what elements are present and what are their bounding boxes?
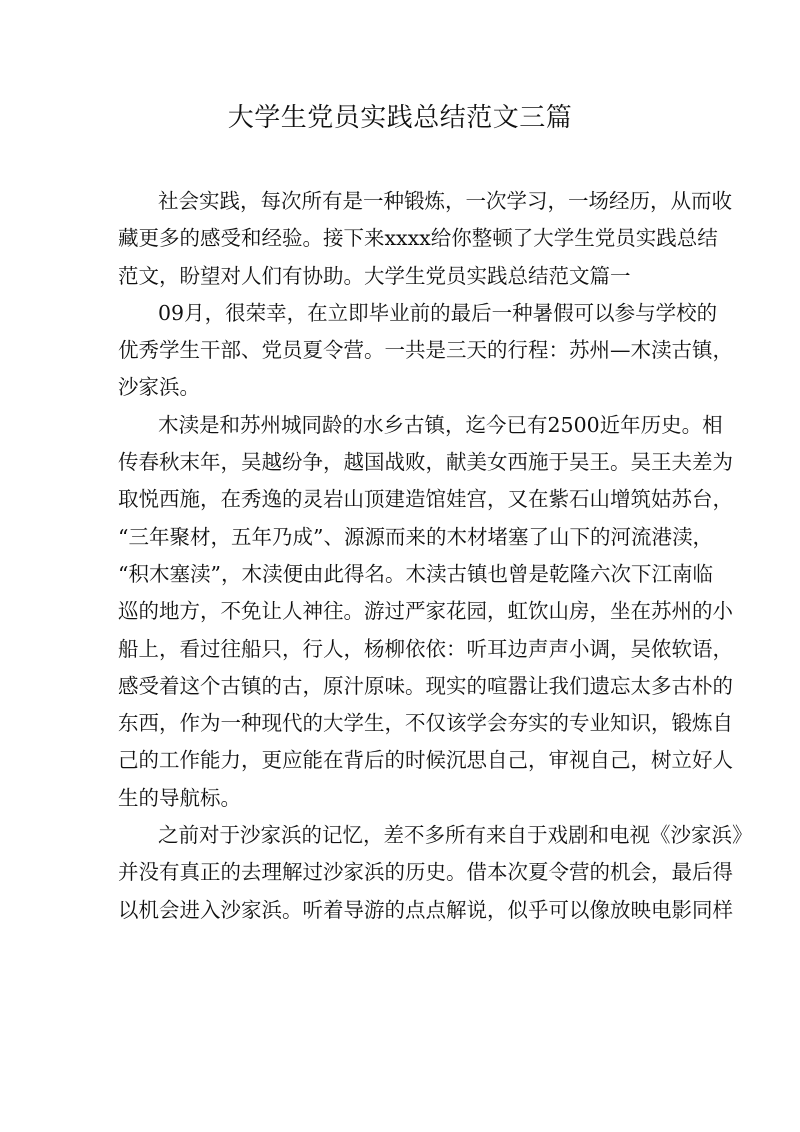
document-body bbox=[118, 183, 753, 929]
text-line: 木渎是和苏州城同龄的水乡古镇，迄今已有2500近年历史。相 bbox=[158, 412, 723, 437]
paragraph bbox=[118, 295, 733, 407]
text-line: 之前对于沙家浜的记忆，差不多所有来自于戏剧和电视《沙家浜》 bbox=[158, 823, 753, 848]
text-line: 以机会进入沙家浜。听着导游的点点解说，似乎可以像放映电影同样 bbox=[118, 897, 733, 922]
text-line: “三年聚材，五年乃成”、源源而来的木材堵塞了山下的河流港渎， bbox=[118, 524, 713, 549]
text-line: 范文，盼望对人们有协助。大学生党员实践总结范文篇一 bbox=[118, 263, 631, 288]
text-line: 东西，作为一种现代的大学生，不仅该学会夯实的专业知识，锻炼自 bbox=[118, 711, 733, 736]
text-line: 传春秋末年，吴越纷争，越国战败，献美女西施于吴王。吴王夫差为 bbox=[118, 450, 733, 475]
text-line: 并没有真正的去理解过沙家浜的历史。借本次夏令营的机会，最后得 bbox=[118, 860, 733, 885]
document-title: 大学生党员实践总结范文三篇 bbox=[227, 103, 573, 133]
paragraph bbox=[118, 407, 733, 817]
text-line: 09月，很荣幸，在立即毕业前的最后一种暑假可以参与学校的 bbox=[158, 300, 718, 325]
text-line: 巡的地方，不免让人神往。游过严家花园，虹饮山房，坐在苏州的小 bbox=[118, 599, 733, 624]
text-line: 取悦西施，在秀逸的灵岩山顶建造馆娃宫，又在紫石山增筑姑苏台， bbox=[118, 487, 733, 512]
text-line: 优秀学生干部、党员夏令营。一共是三天的行程：苏州—木渎古镇， bbox=[118, 338, 733, 363]
text-line: 藏更多的感受和经验。接下来xxxx给你整顿了大学生党员实践总结 bbox=[118, 226, 718, 251]
text-line: 己的工作能力，更应能在背后的时候沉思自己，审视自己，树立好人 bbox=[118, 748, 733, 773]
text-line: 船上，看过往船只，行人，杨柳依依：听耳边声声小调，吴侬软语， bbox=[118, 636, 733, 661]
paragraph bbox=[118, 817, 753, 929]
text-line: 沙家浜。 bbox=[118, 375, 200, 400]
text-line: 生的导航标。 bbox=[118, 785, 241, 810]
paragraph bbox=[118, 183, 732, 295]
text-line: 感受着这个古镇的古，原汁原味。现实的喧嚣让我们遗忘太多古朴的 bbox=[118, 673, 733, 698]
text-line: “积木塞渎”，木渎便由此得名。木渎古镇也曾是乾隆六次下江南临 bbox=[118, 561, 713, 586]
text-line: 社会实践，每次所有是一种锻炼，一次学习，一场经历，从而收 bbox=[158, 189, 732, 213]
